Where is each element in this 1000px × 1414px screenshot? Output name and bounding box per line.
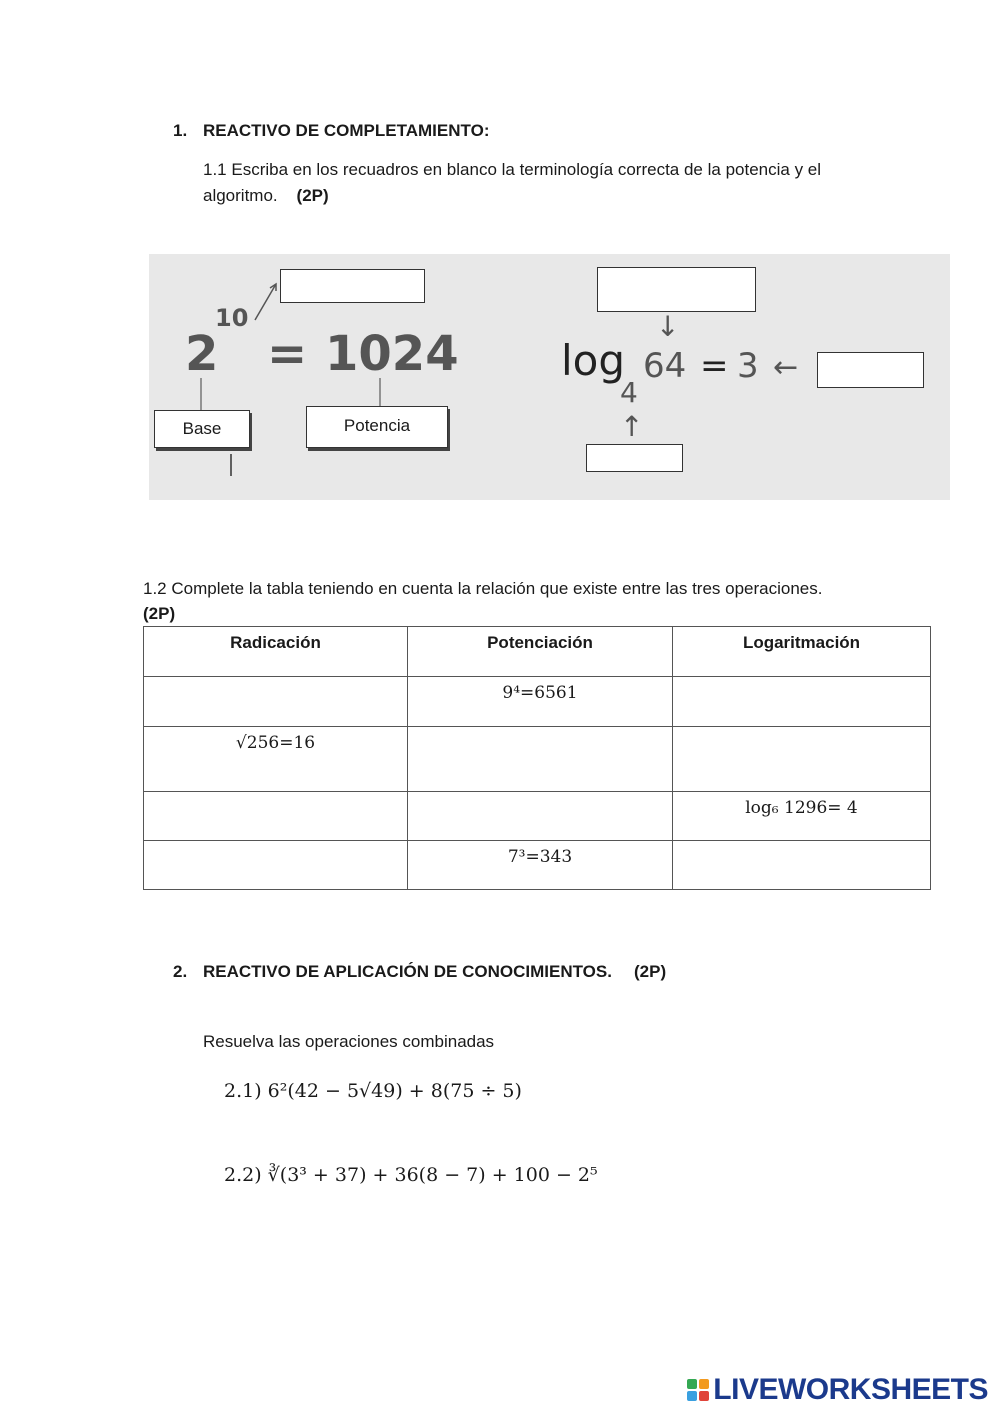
table-cell-input[interactable] (673, 727, 931, 792)
base-label-box: Base (154, 410, 250, 448)
table-cell-input[interactable] (673, 841, 931, 890)
table-cell-input[interactable] (144, 841, 408, 890)
liveworksheets-logo (687, 1372, 988, 1408)
table-row (144, 841, 931, 890)
base-digit: 2 (185, 326, 219, 382)
table-cell-input[interactable] (144, 792, 408, 841)
arrow-up-icon: ↑ (620, 410, 644, 443)
table-cell-input[interactable] (144, 677, 408, 727)
item-1-2-points: (2P) (143, 604, 176, 623)
exponent-pointer-line (255, 284, 276, 320)
exponent-digit: 10 (215, 304, 249, 332)
exponent-answer-box[interactable] (280, 269, 425, 303)
table-header-row (144, 627, 931, 677)
arrow-left-icon: ← (773, 350, 799, 385)
section-2-title: REACTIVO DE APLICACIÓN DE CONOCIMIENTOS. (203, 962, 612, 981)
section-2-instruction: Resuelva las operaciones combinadas (203, 1032, 495, 1051)
log-argument-answer-box[interactable] (597, 267, 756, 312)
table-row (144, 727, 931, 792)
header-potenciacion: Potenciación (408, 627, 673, 677)
section-2-points: (2P) (634, 962, 667, 981)
item-1-1-instructions (203, 157, 843, 209)
item-1-1-line2-text: algoritmo. (203, 186, 278, 205)
table-cell: √256=16 (144, 727, 408, 792)
logo-grid-icon (687, 1379, 709, 1401)
table-cell: 9⁴=6561 (408, 677, 673, 727)
table-row (144, 677, 931, 727)
table-cell: 7³=343 (408, 841, 673, 890)
header-radicacion: Radicación (144, 627, 408, 677)
log-result-answer-box[interactable] (817, 352, 924, 388)
logo-text: LIVEWORKSHEETS (713, 1373, 988, 1406)
table-cell: log₆ 1296= 4 (673, 792, 931, 841)
section-1-title: REACTIVO DE COMPLETAMIENTO: (203, 121, 490, 140)
table-cell-input[interactable] (408, 727, 673, 792)
section-2-number: 2. (173, 962, 188, 981)
section-1-number: 1. (173, 121, 188, 140)
log-base-answer-box[interactable] (586, 444, 683, 472)
arrow-down-icon: ↓ (656, 310, 680, 343)
power-label-box: Potencia (306, 406, 448, 448)
power-result: 1024 (325, 326, 459, 382)
log-equals: = (700, 346, 729, 386)
operations-table (143, 626, 931, 890)
item-1-1-points: (2P) (296, 186, 329, 205)
item-1-2-instructions: 1.2 Complete la tabla teniendo en cuenta la relación que existe entre las tres operaciones. (143, 579, 823, 598)
terminology-diagram (149, 254, 950, 500)
item-1-1-line2 (203, 183, 843, 209)
exercise-2-2: 2.2) ∛(3³ + 37) + 36(8 − 7) + 100 − 2⁵ (224, 1164, 598, 1186)
item-1-1-line1: 1.1 Escriba en los recuadros en blanco la terminología correcta de la potencia y el (203, 160, 822, 179)
table-row (144, 792, 931, 841)
table-cell-input[interactable] (408, 792, 673, 841)
log-argument: 64 (643, 346, 687, 386)
header-logaritmacion: Logaritmación (673, 627, 931, 677)
section-1-heading (173, 121, 490, 141)
exercise-2-1: 2.1) 6²(42 − 5√49) + 8(75 ÷ 5) (224, 1080, 522, 1102)
log-word: log (561, 336, 626, 385)
power-equals: = (267, 326, 308, 382)
log-subscript: 4 (620, 376, 638, 409)
table-cell-input[interactable] (673, 677, 931, 727)
section-2-heading (173, 962, 612, 982)
log-result: 3 (737, 346, 759, 386)
